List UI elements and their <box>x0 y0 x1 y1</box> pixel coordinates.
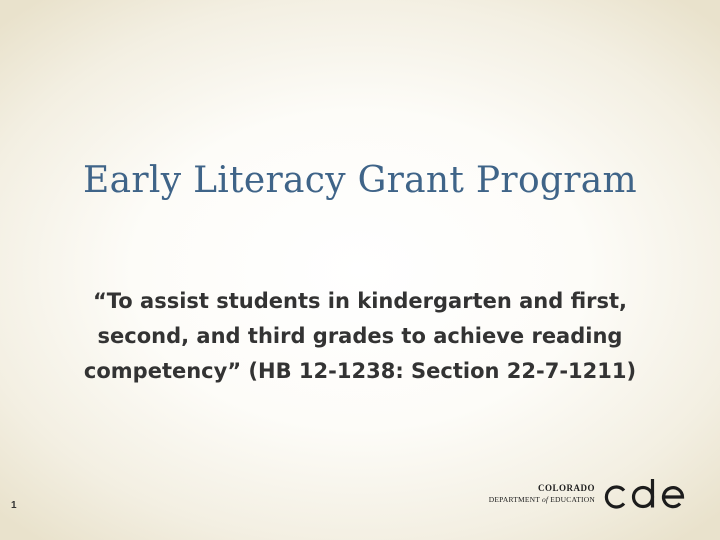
logo-colorado-text: COLORADO <box>537 483 595 493</box>
slide-subtitle: “To assist students in kindergarten and first, second, and third grades to achieve reading competency” (HB 12-1238: Section 22-7-1211) <box>83 289 637 383</box>
logo-dept-prefix: DEPARTMENT <box>488 495 542 504</box>
slide-title: Early Literacy Grant Program <box>83 160 637 201</box>
logo-wordmark <box>489 482 595 505</box>
cde-logo-mark <box>599 478 693 512</box>
logo-dept-of: of <box>541 495 549 504</box>
cde-logo <box>483 478 693 514</box>
logo-department-text <box>489 494 595 505</box>
page-number: 1 <box>11 500 17 511</box>
logo-dept-suffix: EDUCATION <box>548 495 595 504</box>
